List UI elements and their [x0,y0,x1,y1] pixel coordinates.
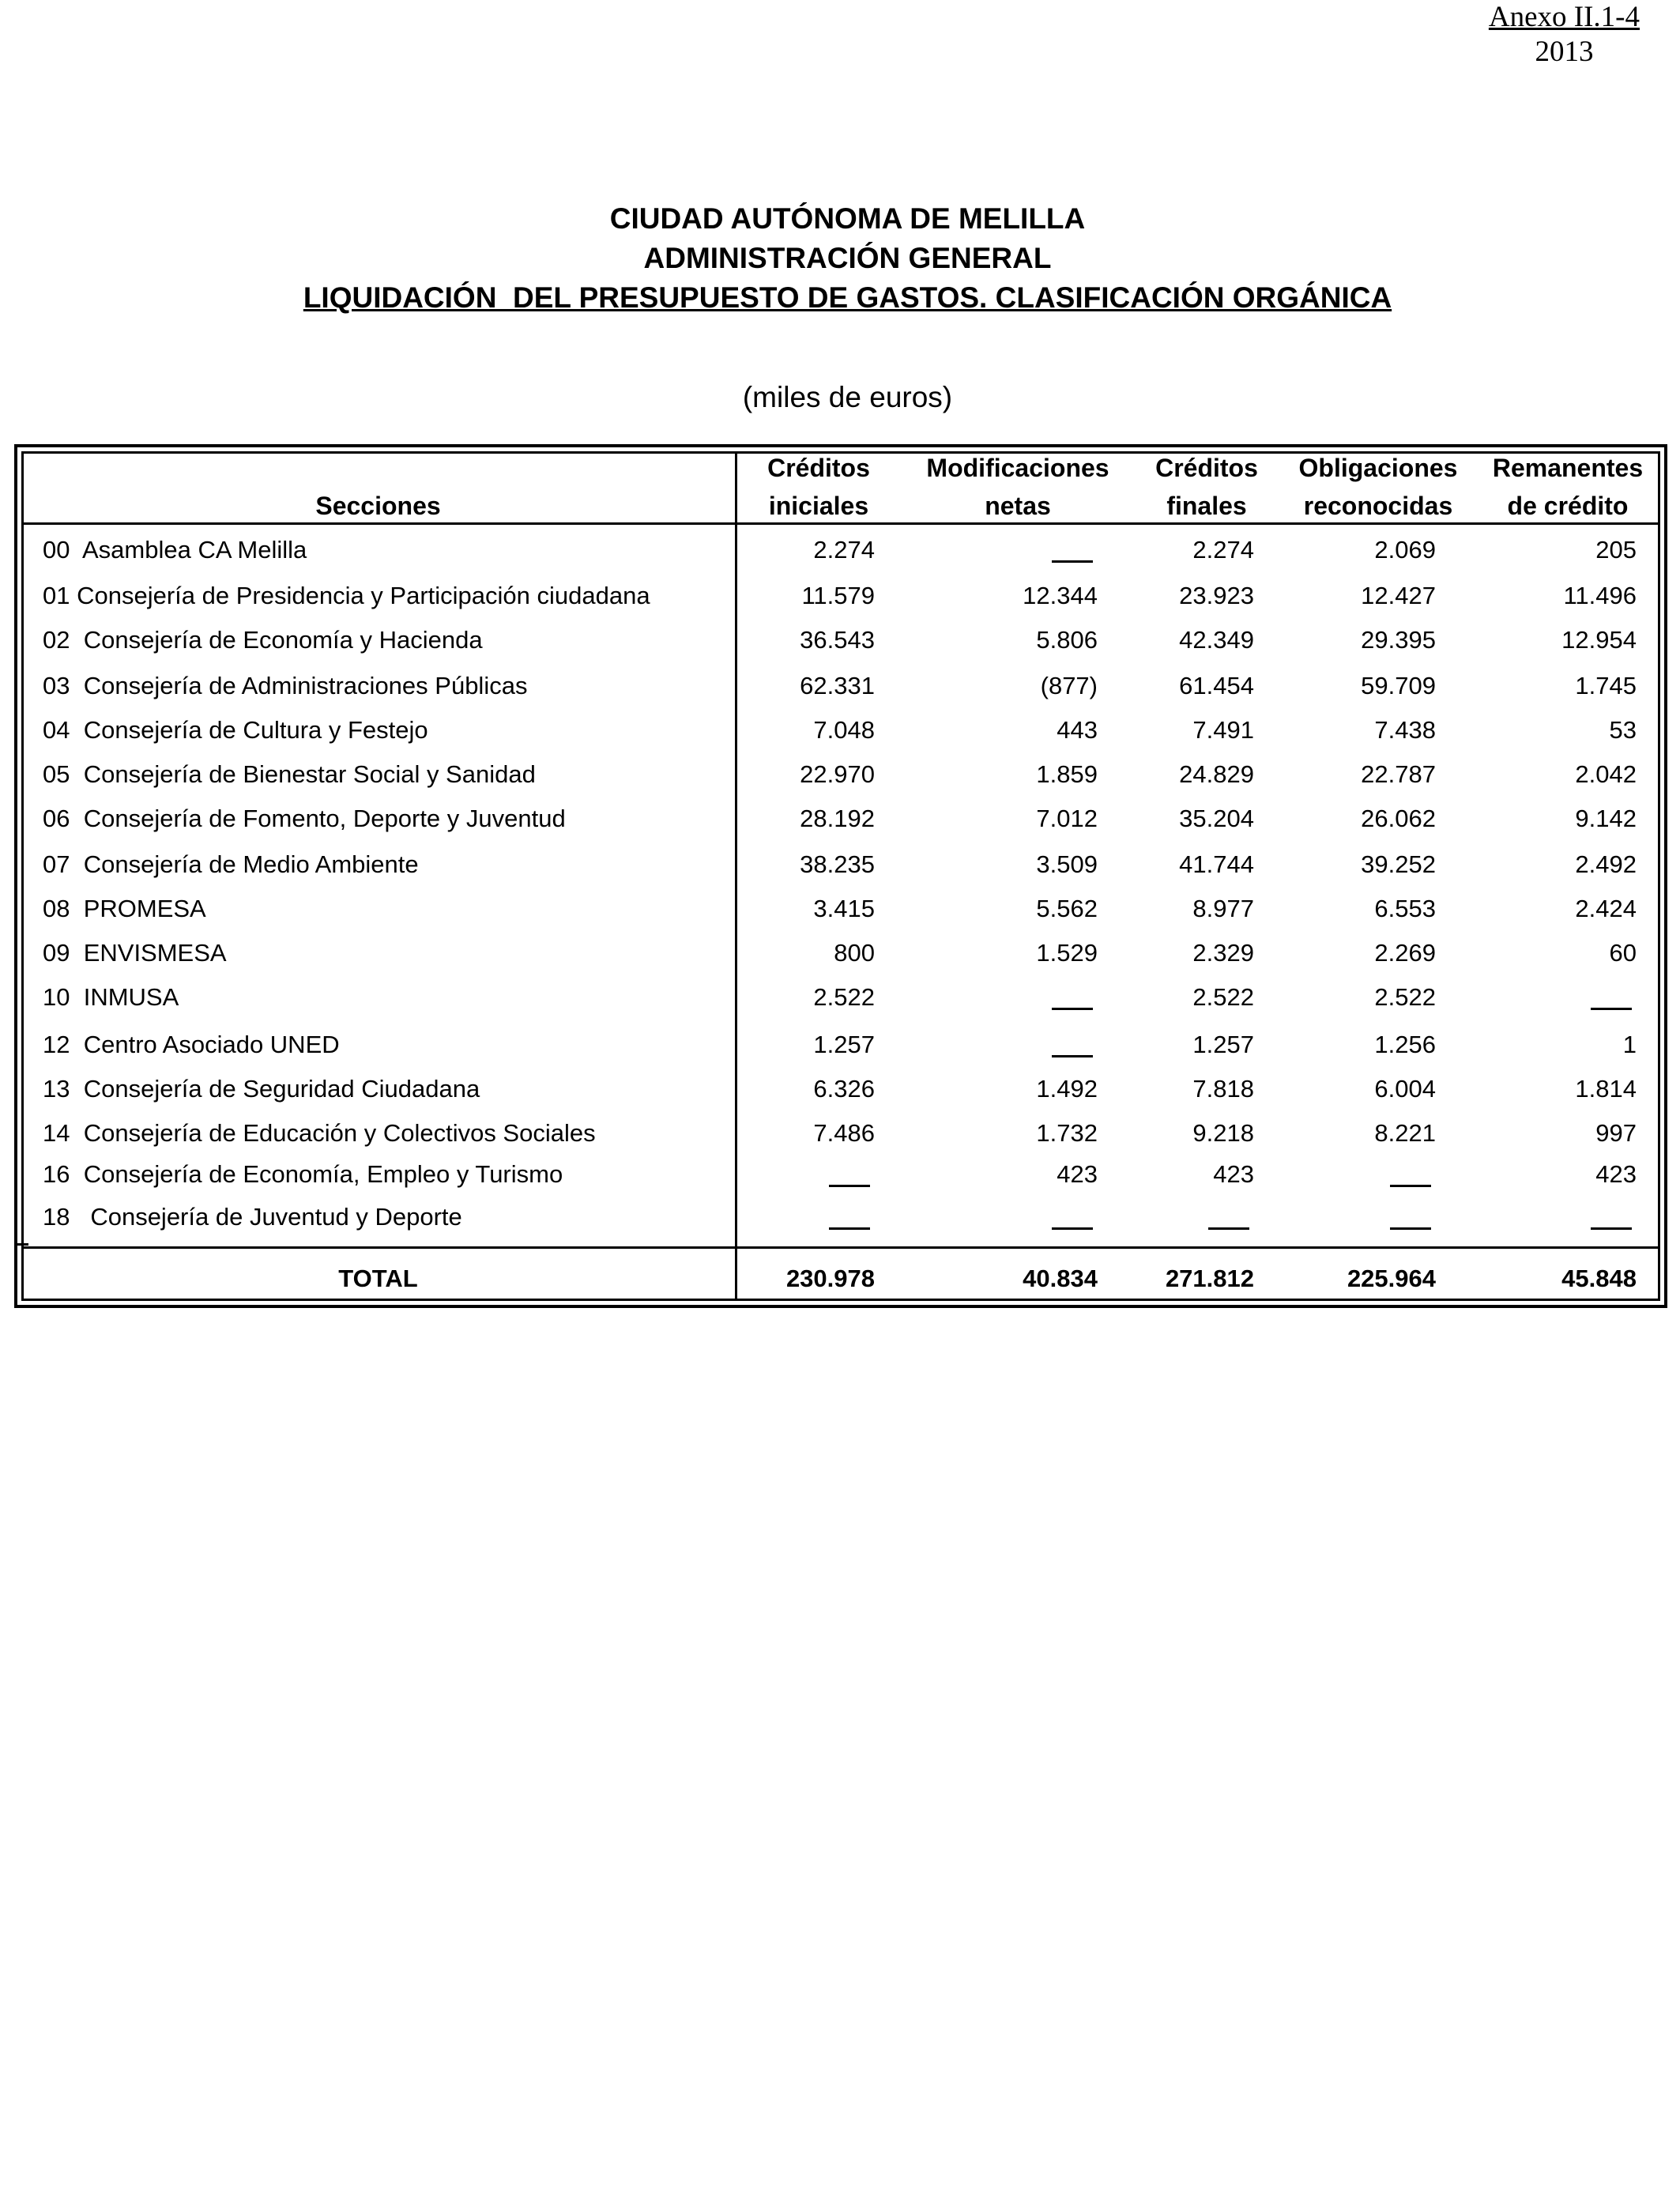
title-line-3: LIQUIDACIÓN DEL PRESUPUESTO DE GASTOS. CLASIFICACIÓN ORGÁNICA [303,281,1392,314]
empty-dash-creditos-iniciales [717,1197,875,1237]
dash-mark [829,1185,870,1187]
cell-modificaciones-netas: 12.344 [1023,582,1098,609]
table-row [0,1197,1680,1237]
row-section-name: 09 ENVISMESA [43,939,227,967]
cell-creditos-iniciales: 62.331 [800,672,875,699]
row-section-name: 16 Consejería de Economía, Empleo y Turismo [43,1160,563,1188]
cell-modificaciones-netas: 3.509 [1036,850,1098,878]
empty-dash-creditos-finales [1096,1197,1254,1237]
empty-dash-modificaciones-netas [940,1025,1098,1065]
cell-remanentes-credito: 2.492 [1575,850,1637,878]
empty-dash-modificaciones-netas [940,978,1098,1017]
cell-modificaciones-netas: 5.806 [1036,626,1098,654]
row-section-name: 13 Consejería de Seguridad Ciudadana [43,1075,480,1103]
header-c2-top: Modificaciones [926,454,1109,482]
table-row [0,889,1680,929]
empty-dash-obligaciones-reconocidas [1278,1155,1436,1194]
cell-creditos-iniciales: 1.257 [813,1031,875,1058]
row-section-name: 00 Asamblea CA Melilla [43,536,307,564]
cell-creditos-finales: 35.204 [1179,805,1254,832]
cell-creditos-iniciales: 11.579 [801,582,875,609]
header-c1-bottom: iniciales [768,492,869,520]
cell-obligaciones-reconocidas: 6.004 [1374,1075,1436,1103]
header-creditos-finales [1112,449,1301,525]
header-obligaciones-reconocidas [1283,449,1473,525]
cell-modificaciones-netas: 1.492 [1036,1075,1098,1103]
row-section-name: 07 Consejería de Medio Ambiente [43,850,419,878]
cell-modificaciones-netas: 1.732 [1036,1119,1098,1147]
total-creditos-finales: 271.812 [1165,1265,1254,1292]
header-c3-bottom: finales [1166,492,1247,520]
row-section-name: 12 Centro Asociado UNED [43,1031,340,1058]
dash-mark [1208,1227,1249,1230]
empty-dash-remanentes-credito [1478,978,1637,1017]
cell-obligaciones-reconocidas: 2.069 [1374,536,1436,564]
table-row [0,755,1680,794]
cell-obligaciones-reconocidas: 7.438 [1374,716,1436,744]
cell-creditos-finales: 41.744 [1179,850,1254,878]
dash-mark [1591,1227,1632,1230]
cell-creditos-finales: 24.829 [1179,760,1254,788]
cell-creditos-finales: 23.923 [1179,582,1254,609]
cell-remanentes-credito: 60 [1609,939,1637,967]
cell-obligaciones-reconocidas: 12.427 [1361,582,1436,609]
cell-obligaciones-reconocidas: 2.522 [1374,983,1436,1011]
row-section-name: 10 INMUSA [43,983,179,1011]
cell-remanentes-credito: 2.424 [1575,895,1637,922]
empty-dash-remanentes-credito [1478,1197,1637,1237]
dash-mark [829,1227,870,1230]
table-row [0,1155,1680,1194]
title-line-2: ADMINISTRACIÓN GENERAL [643,242,1052,274]
cell-creditos-iniciales: 2.274 [813,536,875,564]
cell-remanentes-credito: 997 [1595,1119,1637,1147]
header-remanentes-credito [1473,449,1663,525]
cell-obligaciones-reconocidas: 29.395 [1361,626,1436,654]
cell-remanentes-credito: 53 [1609,716,1637,744]
cell-creditos-iniciales: 38.235 [800,850,875,878]
table-row [0,666,1680,706]
cell-creditos-finales: 8.977 [1192,895,1254,922]
dash-mark [1390,1227,1431,1230]
total-creditos-iniciales: 230.978 [785,1265,875,1292]
table-row [0,711,1680,750]
header-creditos-iniciales [724,449,913,525]
annex-reference [1489,0,1640,70]
table-row [0,530,1680,570]
header-c3-top: Créditos [1155,454,1258,482]
table-row [0,1025,1680,1065]
header-c2-bottom: netas [985,492,1051,520]
cell-creditos-finales: 7.818 [1192,1075,1254,1103]
row-section-name: 05 Consejería de Bienestar Social y Sanidad [43,760,536,788]
total-label: TOTAL [338,1265,418,1292]
table-row [0,978,1680,1017]
header-c5-top: Remanentes [1492,454,1644,482]
units-label: (miles de euros) [742,381,953,413]
cell-remanentes-credito: 12.954 [1561,626,1637,654]
dash-mark [1052,560,1093,563]
cell-creditos-finales: 61.454 [1179,672,1254,699]
cell-obligaciones-reconocidas: 2.269 [1374,939,1436,967]
cell-creditos-finales: 7.491 [1192,716,1254,744]
cell-modificaciones-netas: 423 [1057,1160,1098,1188]
row-section-name: 18 Consejería de Juventud y Deporte [43,1203,462,1231]
total-remanentes-credito: 45.848 [1561,1265,1637,1292]
header-c1-top: Créditos [767,454,870,482]
cell-remanentes-credito: 9.142 [1575,805,1637,832]
cell-creditos-finales: 423 [1213,1160,1254,1188]
cell-remanentes-credito: 11.496 [1563,582,1637,609]
dash-mark [1591,1008,1632,1010]
table-row [0,1069,1680,1109]
cell-creditos-iniciales: 6.326 [813,1075,875,1103]
cell-creditos-finales: 1.257 [1192,1031,1254,1058]
table-row [0,576,1680,616]
cell-obligaciones-reconocidas: 8.221 [1374,1119,1436,1147]
row-section-name: 06 Consejería de Fomento, Deporte y Juventud [43,805,566,832]
cell-modificaciones-netas: 7.012 [1036,805,1098,832]
table-row [0,620,1680,660]
cell-obligaciones-reconocidas: 59.709 [1361,672,1436,699]
annex-code: Anexo II.1-4 [1488,1,1640,33]
row-section-name: 01 Consejería de Presidencia y Participación ciudadana [43,582,650,609]
row-section-name: 03 Consejería de Administraciones Públicas [43,672,528,699]
total-row [0,1259,1680,1299]
cell-creditos-finales: 9.218 [1192,1119,1254,1147]
total-obligaciones-reconocidas: 225.964 [1347,1265,1436,1292]
cell-modificaciones-netas: 1.859 [1036,760,1098,788]
row-section-name: 04 Consejería de Cultura y Festejo [43,716,428,744]
cell-remanentes-credito: 423 [1595,1160,1637,1188]
cell-modificaciones-netas: 5.562 [1036,895,1098,922]
title-line-1: CIUDAD AUTÓNOMA DE MELILLA [609,202,1086,235]
cell-remanentes-credito: 1 [1622,1031,1637,1058]
cell-creditos-iniciales: 36.543 [800,626,875,654]
cell-creditos-finales: 2.329 [1192,939,1254,967]
cell-creditos-iniciales: 7.048 [813,716,875,744]
cell-creditos-iniciales: 22.970 [800,760,875,788]
total-modificaciones-netas: 40.834 [1023,1265,1098,1292]
cell-obligaciones-reconocidas: 22.787 [1361,760,1436,788]
cell-remanentes-credito: 205 [1595,536,1637,564]
table-row [0,1114,1680,1153]
document-title [0,199,1680,318]
table-row [0,799,1680,839]
header-c4-bottom: reconocidas [1303,492,1453,520]
cell-creditos-iniciales: 2.522 [813,983,875,1011]
table-row [0,933,1680,973]
cell-creditos-finales: 2.522 [1192,983,1254,1011]
cell-modificaciones-netas: 443 [1057,716,1098,744]
empty-dash-modificaciones-netas [940,530,1098,570]
cell-modificaciones-netas: (877) [1040,672,1098,699]
header-modificaciones-netas [923,449,1113,525]
dash-mark [1052,1227,1093,1230]
header-c5-bottom: de crédito [1507,492,1629,520]
dash-mark [1052,1055,1093,1057]
cell-creditos-iniciales: 800 [834,939,875,967]
cell-creditos-iniciales: 7.486 [813,1119,875,1147]
cell-obligaciones-reconocidas: 1.256 [1374,1031,1436,1058]
cell-obligaciones-reconocidas: 39.252 [1361,850,1436,878]
dash-mark [1052,1008,1093,1010]
cell-creditos-finales: 2.274 [1192,536,1254,564]
header-secciones: Secciones [315,492,441,520]
cell-remanentes-credito: 1.745 [1575,672,1637,699]
row-section-name: 02 Consejería de Economía y Hacienda [43,626,483,654]
dash-mark [1390,1185,1431,1187]
row-section-name: 14 Consejería de Educación y Colectivos Sociales [43,1119,596,1147]
empty-dash-obligaciones-reconocidas [1278,1197,1436,1237]
cell-obligaciones-reconocidas: 6.553 [1374,895,1436,922]
table-row [0,845,1680,884]
annex-year: 2013 [1535,36,1594,68]
cell-obligaciones-reconocidas: 26.062 [1361,805,1436,832]
cell-remanentes-credito: 2.042 [1575,760,1637,788]
cell-creditos-iniciales: 3.415 [813,895,875,922]
cell-remanentes-credito: 1.814 [1575,1075,1637,1103]
empty-dash-creditos-iniciales [717,1155,875,1194]
cell-modificaciones-netas: 1.529 [1036,939,1098,967]
empty-dash-modificaciones-netas [940,1197,1098,1237]
header-c4-top: Obligaciones [1298,454,1458,482]
divider-tick [17,1243,28,1246]
cell-creditos-finales: 42.349 [1179,626,1254,654]
cell-creditos-iniciales: 28.192 [800,805,875,832]
row-section-name: 08 PROMESA [43,895,206,922]
total-divider [21,1246,1660,1249]
